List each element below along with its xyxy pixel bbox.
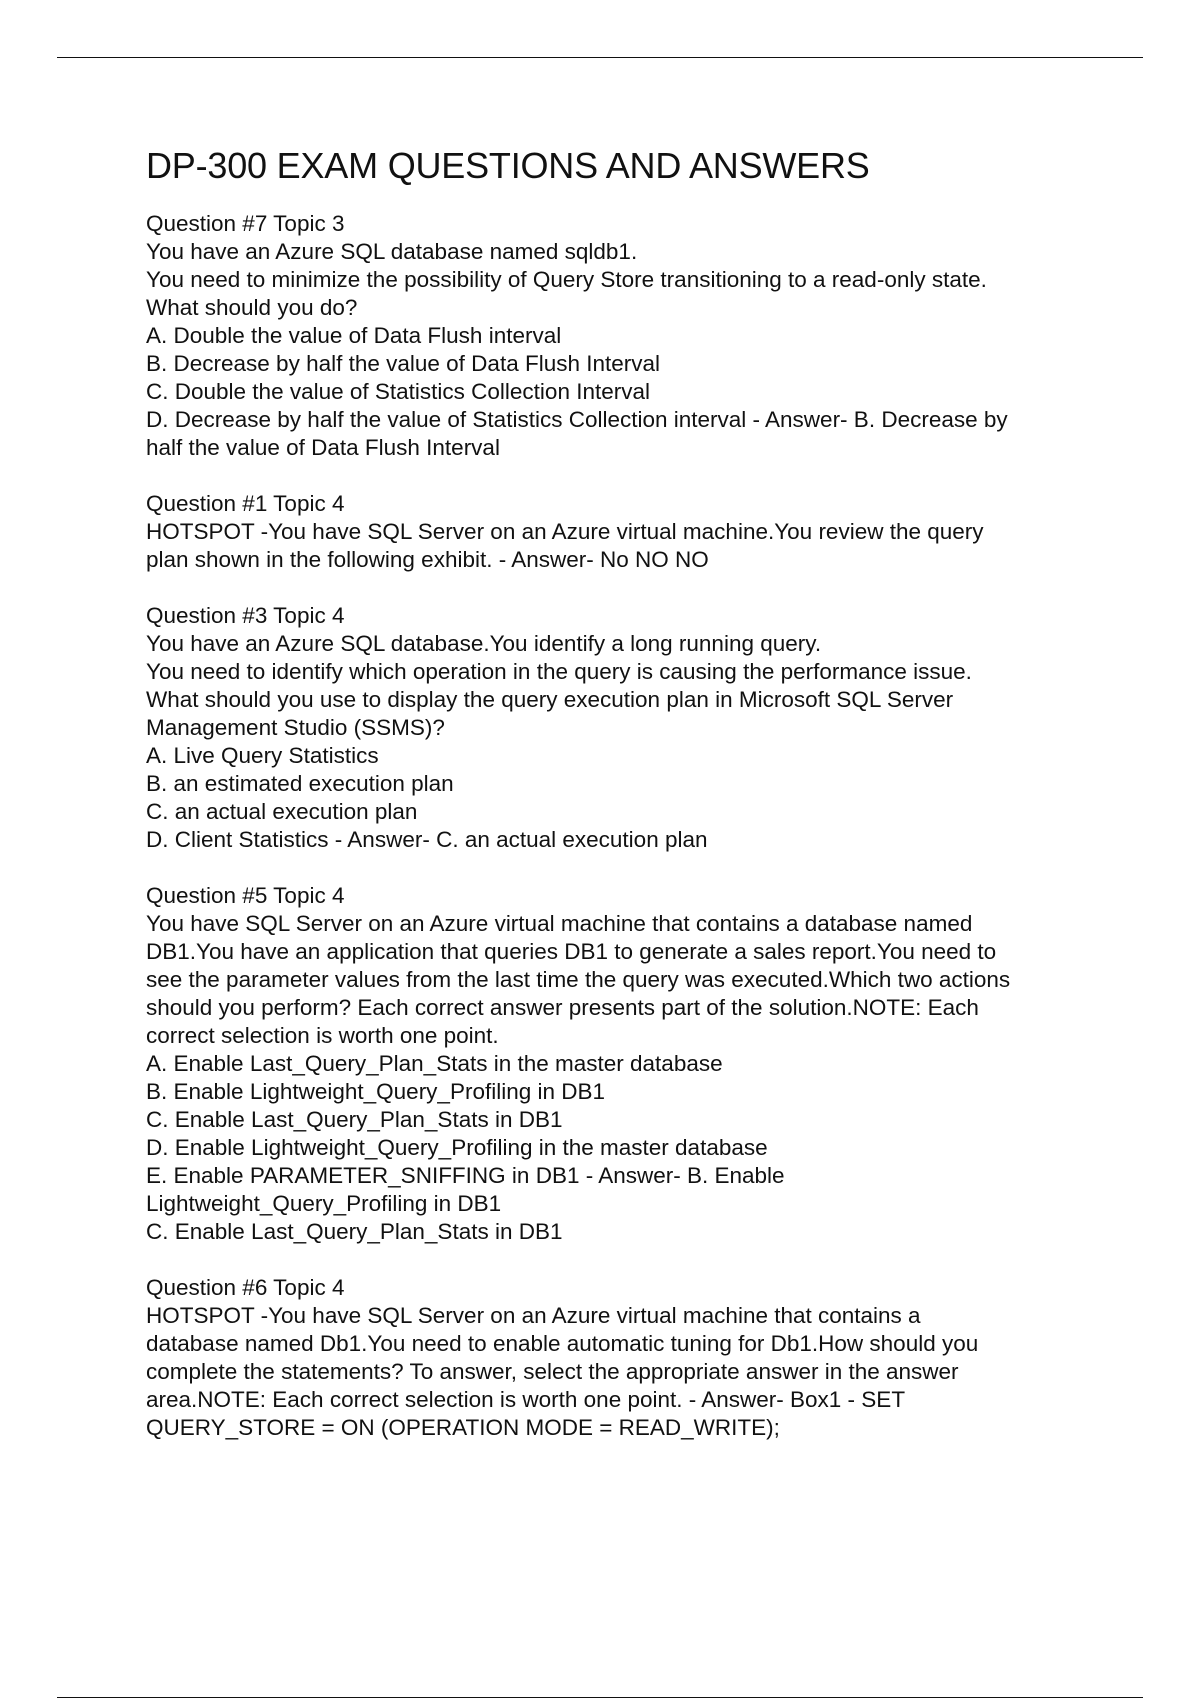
question-text-line: area.NOTE: Each correct selection is worth one point. - Answer- Box1 - SET: [146, 1387, 906, 1412]
question-block: [146, 1274, 1086, 1442]
question-text-line: half the value of Data Flush Interval: [146, 435, 500, 460]
question-heading: Question #7 Topic 3: [146, 211, 345, 236]
question-block: [146, 210, 1086, 462]
question-text-line: plan shown in the following exhibit. - Answer- No NO NO: [146, 547, 709, 572]
question-text-line: You have an Azure SQL database.You identify a long running query.: [146, 631, 822, 656]
question-text-line: complete the statements? To answer, select the appropriate answer in the answer: [146, 1359, 959, 1384]
question-text-line: C. Enable Last_Query_Plan_Stats in DB1: [146, 1107, 563, 1132]
question-list: [146, 210, 1086, 1442]
top-rule: [57, 57, 1143, 58]
question-text-line: HOTSPOT -You have SQL Server on an Azure virtual machine.You review the query: [146, 519, 984, 544]
question-text-line: You have SQL Server on an Azure virtual machine that contains a database named: [146, 911, 973, 936]
question-text-line: correct selection is worth one point.: [146, 1023, 499, 1048]
question-text-line: D. Client Statistics - Answer- C. an actual execution plan: [146, 827, 708, 852]
question-block: [146, 490, 1086, 574]
question-text-line: see the parameter values from the last time the query was executed.Which two actions: [146, 967, 1011, 992]
question-block: [146, 882, 1086, 1246]
question-text-line: B. Enable Lightweight_Query_Profiling in DB1: [146, 1079, 606, 1104]
question-heading: Question #5 Topic 4: [146, 883, 345, 908]
question-text-line: DB1.You have an application that queries DB1 to generate a sales report.You need to: [146, 939, 997, 964]
question-text-line: A. Enable Last_Query_Plan_Stats in the master database: [146, 1051, 723, 1076]
question-text-line: Management Studio (SSMS)?: [146, 715, 445, 740]
question-text-line: A. Double the value of Data Flush interval: [146, 323, 562, 348]
question-text-line: database named Db1.You need to enable automatic tuning for Db1.How should you: [146, 1331, 979, 1356]
question-text-line: You need to identify which operation in the query is causing the performance issue.: [146, 659, 972, 684]
question-text-line: D. Enable Lightweight_Query_Profiling in the master database: [146, 1135, 768, 1160]
question-text-line: C. an actual execution plan: [146, 799, 418, 824]
document-body: [146, 142, 1086, 1470]
question-text-line: C. Double the value of Statistics Collection Interval: [146, 379, 650, 404]
question-text-line: What should you use to display the query execution plan in Microsoft SQL Server: [146, 687, 954, 712]
question-text-line: Lightweight_Query_Profiling in DB1: [146, 1191, 502, 1216]
bottom-rule: [57, 1697, 1143, 1698]
question-text-line: You have an Azure SQL database named sqldb1.: [146, 239, 638, 264]
question-heading: Question #6 Topic 4: [146, 1275, 345, 1300]
question-text-line: E. Enable PARAMETER_SNIFFING in DB1 - Answer- B. Enable: [146, 1163, 785, 1188]
question-text-line: C. Enable Last_Query_Plan_Stats in DB1: [146, 1219, 563, 1244]
question-text-line: should you perform? Each correct answer presents part of the solution.NOTE: Each: [146, 995, 979, 1020]
question-block: [146, 602, 1086, 854]
question-text-line: QUERY_STORE = ON (OPERATION MODE = READ_WRITE);: [146, 1415, 780, 1440]
question-text-line: HOTSPOT -You have SQL Server on an Azure virtual machine that contains a: [146, 1303, 921, 1328]
question-text-line: B. Decrease by half the value of Data Flush Interval: [146, 351, 661, 376]
question-heading: Question #1 Topic 4: [146, 491, 345, 516]
question-text-line: D. Decrease by half the value of Statistics Collection interval - Answer- B. Decrease by: [146, 407, 1008, 432]
question-text-line: What should you do?: [146, 295, 358, 320]
question-text-line: B. an estimated execution plan: [146, 771, 454, 796]
question-heading: Question #3 Topic 4: [146, 603, 345, 628]
document-title: DP-300 EXAM QUESTIONS AND ANSWERS: [146, 145, 870, 186]
question-text-line: A. Live Query Statistics: [146, 743, 379, 768]
question-text-line: You need to minimize the possibility of Query Store transitioning to a read-only state.: [146, 267, 987, 292]
